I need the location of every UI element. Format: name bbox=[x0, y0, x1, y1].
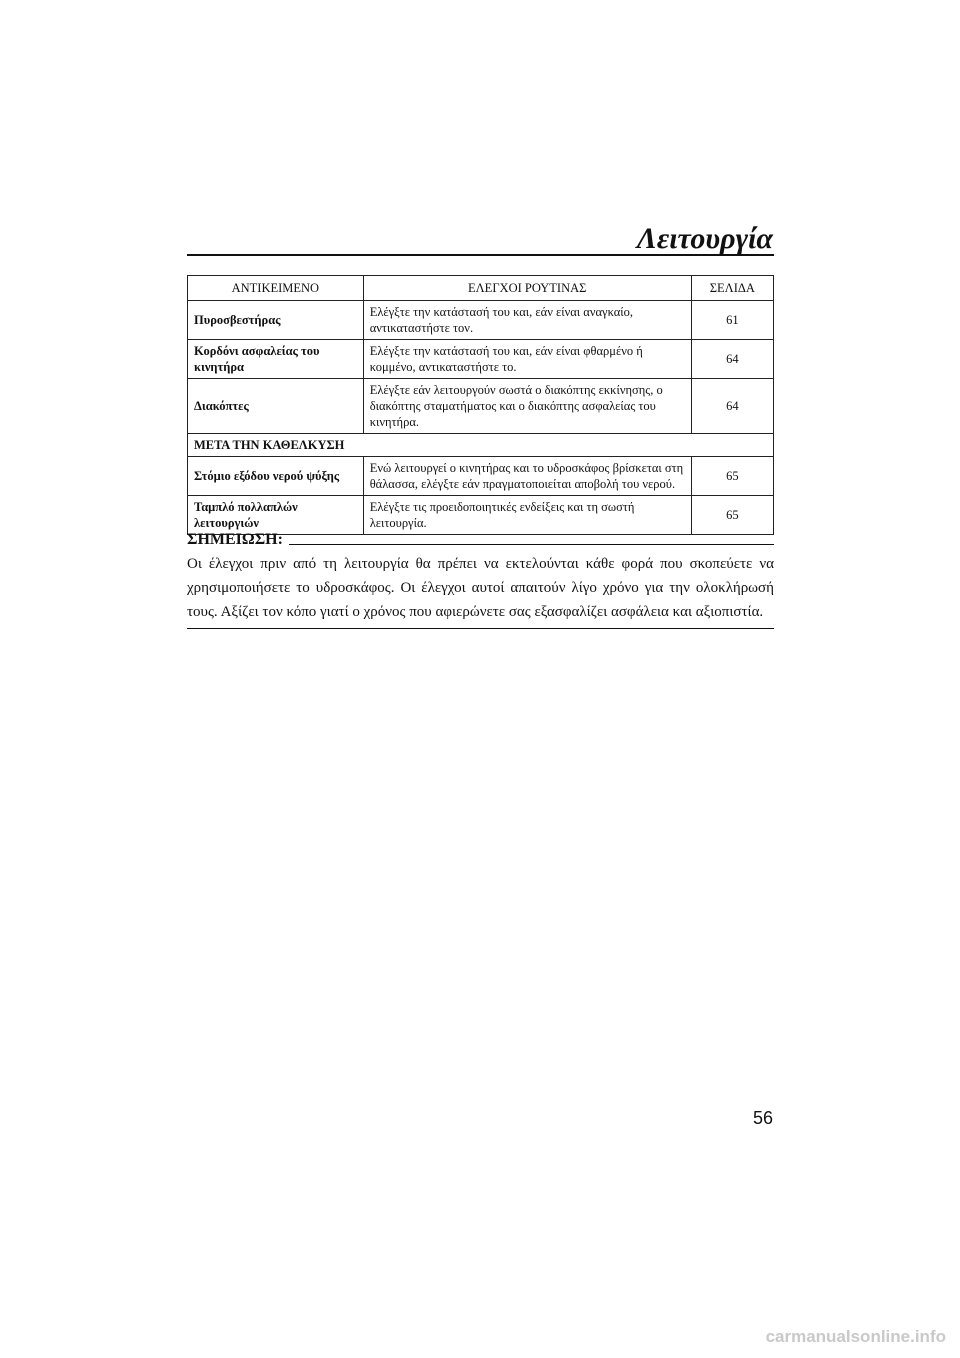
table-row bbox=[188, 301, 774, 340]
note-text: Οι έλεγχοι πριν από τη λειτουργία θα πρέπει να εκτελούνται κάθε φορά που σκοπεύετε να χρησιμοποιήσετε το υδροσκάφος. Οι έλεγχοι αυτοί απαιτούν λίγο χρόνο για την ολοκλήρωσή τους. Αξίζει τον κόπο γιατί ο χρόνος που αφιερώνετε σας εξασφαλίζει ασφάλεια και αξιοπιστία. bbox=[187, 556, 774, 620]
row-item: Ταμπλό πολλαπλών λειτουργιών bbox=[188, 496, 364, 535]
section-label: ΜΕΤΑ ΤΗΝ ΚΑΘΕΛΚΥΣΗ bbox=[188, 434, 774, 457]
watermark: carmanualsonline.info bbox=[765, 1327, 946, 1346]
row-check: Ελέγξτε την κατάστασή του και, εάν είναι αναγκαίο, αντικαταστήστε τον. bbox=[363, 301, 691, 340]
column-header-item: ΑΝΤΙΚΕΙΜΕΝΟ bbox=[188, 276, 364, 301]
row-page: 64 bbox=[691, 379, 773, 434]
note-bottom-rule bbox=[187, 628, 774, 629]
table-row bbox=[188, 379, 774, 434]
table-header-row bbox=[188, 276, 774, 301]
column-header-checks: ΕΛΕΓΧΟΙ ΡΟΥΤΙΝΑΣ bbox=[363, 276, 691, 301]
table-section-row bbox=[188, 434, 774, 457]
row-item: Κορδόνι ασφαλείας του κινητήρα bbox=[188, 340, 364, 379]
table-row bbox=[188, 457, 774, 496]
row-check: Ενώ λειτουργεί ο κινητήρας και το υδροσκάφος βρίσκεται στη θάλασσα, ελέγξτε εάν πραγματοποιείται αποβολή του νερού. bbox=[363, 457, 691, 496]
row-page: 64 bbox=[691, 340, 773, 379]
row-page: 61 bbox=[691, 301, 773, 340]
row-item: Στόμιο εξόδου νερού ψύξης bbox=[188, 457, 364, 496]
title-rule bbox=[187, 254, 774, 256]
page-number: 56 bbox=[752, 1108, 773, 1128]
note-header bbox=[187, 531, 774, 549]
row-page: 65 bbox=[691, 457, 773, 496]
note-title: ΣΗΜΕΙΩΣΗ: bbox=[187, 531, 283, 548]
row-item: Πυροσβεστήρας bbox=[188, 301, 364, 340]
row-page: 65 bbox=[691, 496, 773, 535]
table-row bbox=[188, 340, 774, 379]
row-item: Διακόπτες bbox=[188, 379, 364, 434]
note-box bbox=[187, 531, 774, 629]
routine-checks-table bbox=[187, 275, 774, 535]
row-check: Ελέγξτε την κατάστασή του και, εάν είναι φθαρμένο ή κομμένο, αντικαταστήστε το. bbox=[363, 340, 691, 379]
row-check: Ελέγξτε εάν λειτουργούν σωστά ο διακόπτης εκκίνησης, ο διακόπτης σταματήματος και ο διακόπτης ασφαλείας του κινητήρα. bbox=[363, 379, 691, 434]
section-title: Λειτουργία bbox=[636, 222, 773, 255]
column-header-page: ΣΕΛΙΔΑ bbox=[691, 276, 773, 301]
table-row bbox=[188, 496, 774, 535]
row-check: Ελέγξτε τις προειδοποιητικές ενδείξεις και τη σωστή λειτουργία. bbox=[363, 496, 691, 535]
note-header-rule bbox=[289, 544, 774, 545]
